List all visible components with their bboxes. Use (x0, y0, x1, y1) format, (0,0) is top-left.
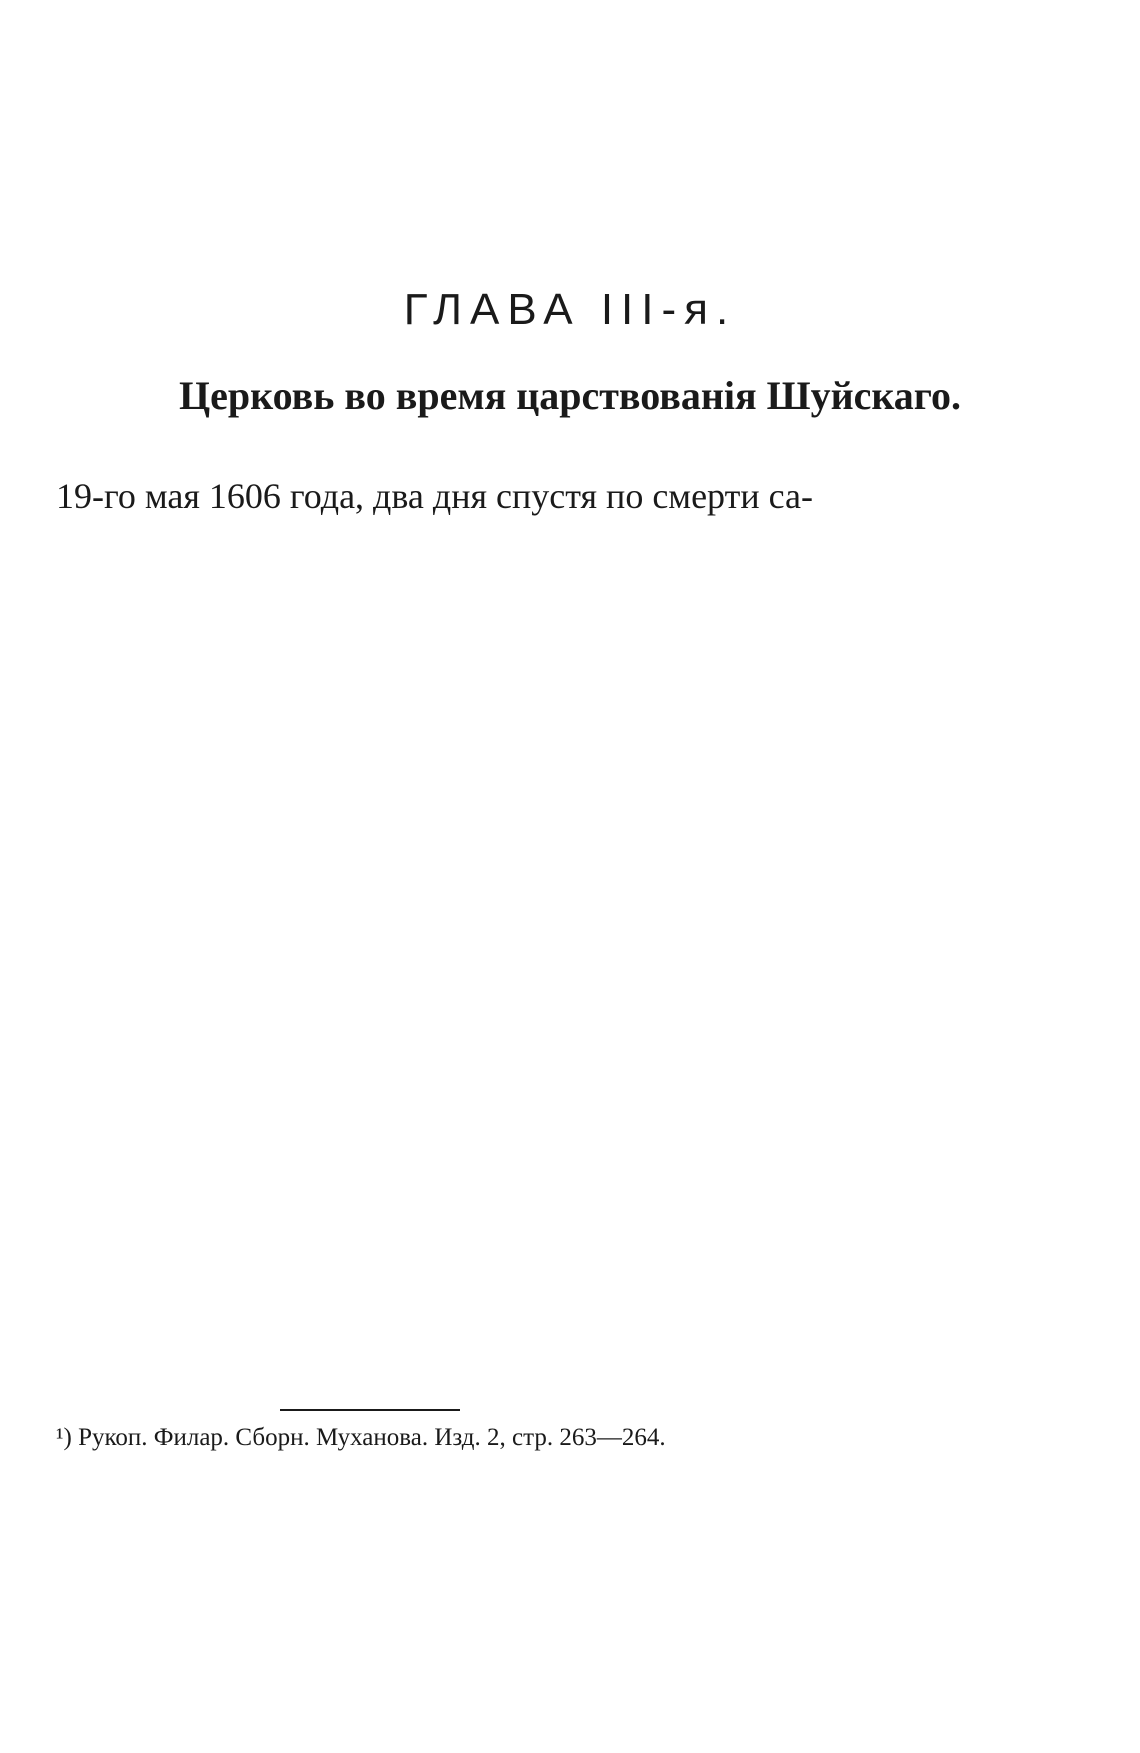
body-line: 19-го мая 1606 года, два дня спустя по смерти са- (56, 476, 813, 516)
footnote-line: ¹) Рукоп. Филар. Сборн. Муханова. Изд. 2, стр. 263—264. (56, 1424, 666, 1451)
footnote-divider (280, 1409, 460, 1411)
chapter-heading: Церковь во время царствованія Шуйскаго. (179, 373, 961, 418)
chapter-label: ГЛАВА III-я. (403, 285, 737, 334)
footnotes (56, 1417, 1006, 1459)
body-paragraph (56, 465, 1006, 529)
